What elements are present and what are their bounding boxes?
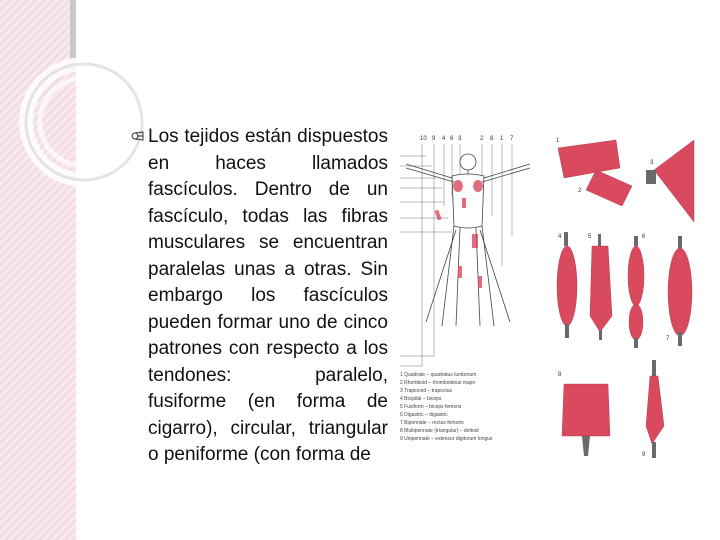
shape-number: 6 xyxy=(642,234,646,240)
human-figure xyxy=(406,154,530,326)
legend-item: 5 Fusiform – biceps femoris xyxy=(400,404,462,410)
bullet-paragraph-container xyxy=(130,124,388,540)
top-number: 6 xyxy=(450,136,454,142)
muscle-shapes-figure xyxy=(396,126,696,462)
unipennate-muscle-shape xyxy=(646,360,664,458)
digastric-muscle-shape xyxy=(628,236,644,348)
top-number: 2 xyxy=(480,136,484,142)
shape-number: 3 xyxy=(650,160,654,166)
top-number: 9 xyxy=(432,136,436,142)
top-number: 4 xyxy=(442,136,446,142)
legend-item: 2 Rhomboid – rhomboideus major xyxy=(400,380,476,386)
legend-item: 8 Multipennate (triangular) – deltoid xyxy=(400,428,479,434)
quadrate-muscle-shape xyxy=(558,140,620,178)
decorative-sidebar xyxy=(0,0,76,540)
bicipital-muscle-shape xyxy=(557,232,577,338)
top-number: 8 xyxy=(490,136,494,142)
bullet-icon xyxy=(130,128,146,144)
multipennate-muscle-shape xyxy=(562,384,610,456)
shape-number: 9 xyxy=(642,452,646,458)
legend-item: 7 Bipennate – rectus femoris xyxy=(400,420,464,426)
legend-item: 1 Quadrate – quadratus lumborum xyxy=(400,372,477,378)
top-number: 7 xyxy=(510,136,514,142)
legend xyxy=(400,372,493,442)
muscle-diagram xyxy=(396,126,696,462)
bullet-text: Los tejidos están dispuestos en haces llamados fascículos. Dentro de un fascículo, todas las fibras musculares se encuentran paralelas unas a otras. Sin embargo los fascículos pueden formar uno de cinco patrones con respecto a los tendones: paralelo, fusiforme (en forma de cigarro), circular, triangular o peniforme (con forma de xyxy=(148,126,388,465)
top-number: 1 xyxy=(500,136,504,142)
bullet-item xyxy=(130,124,388,469)
shape-number: 7 xyxy=(666,336,670,342)
shape-number: 2 xyxy=(578,188,582,194)
top-number: 3 xyxy=(458,136,462,142)
shape-number: 5 xyxy=(588,234,592,240)
rhomboid-muscle-shape xyxy=(586,170,632,206)
shape-number: 8 xyxy=(558,372,562,378)
shape-number: 1 xyxy=(556,138,560,144)
legend-item: 4 Bicipital – biceps xyxy=(400,396,442,402)
shape-number: 4 xyxy=(558,234,562,240)
bipennate-muscle-shape xyxy=(668,236,692,346)
fusiform-muscle-shape xyxy=(590,234,612,340)
legend-item: 3 Trapezoid – trapezius xyxy=(400,388,452,394)
legend-item: 6 Digastric – digastric xyxy=(400,412,448,418)
legend-item: 9 Unipennate – extensor digitorum longus xyxy=(400,436,493,442)
top-number: 10 xyxy=(420,136,427,142)
trapezoid-muscle-shape xyxy=(646,140,694,222)
